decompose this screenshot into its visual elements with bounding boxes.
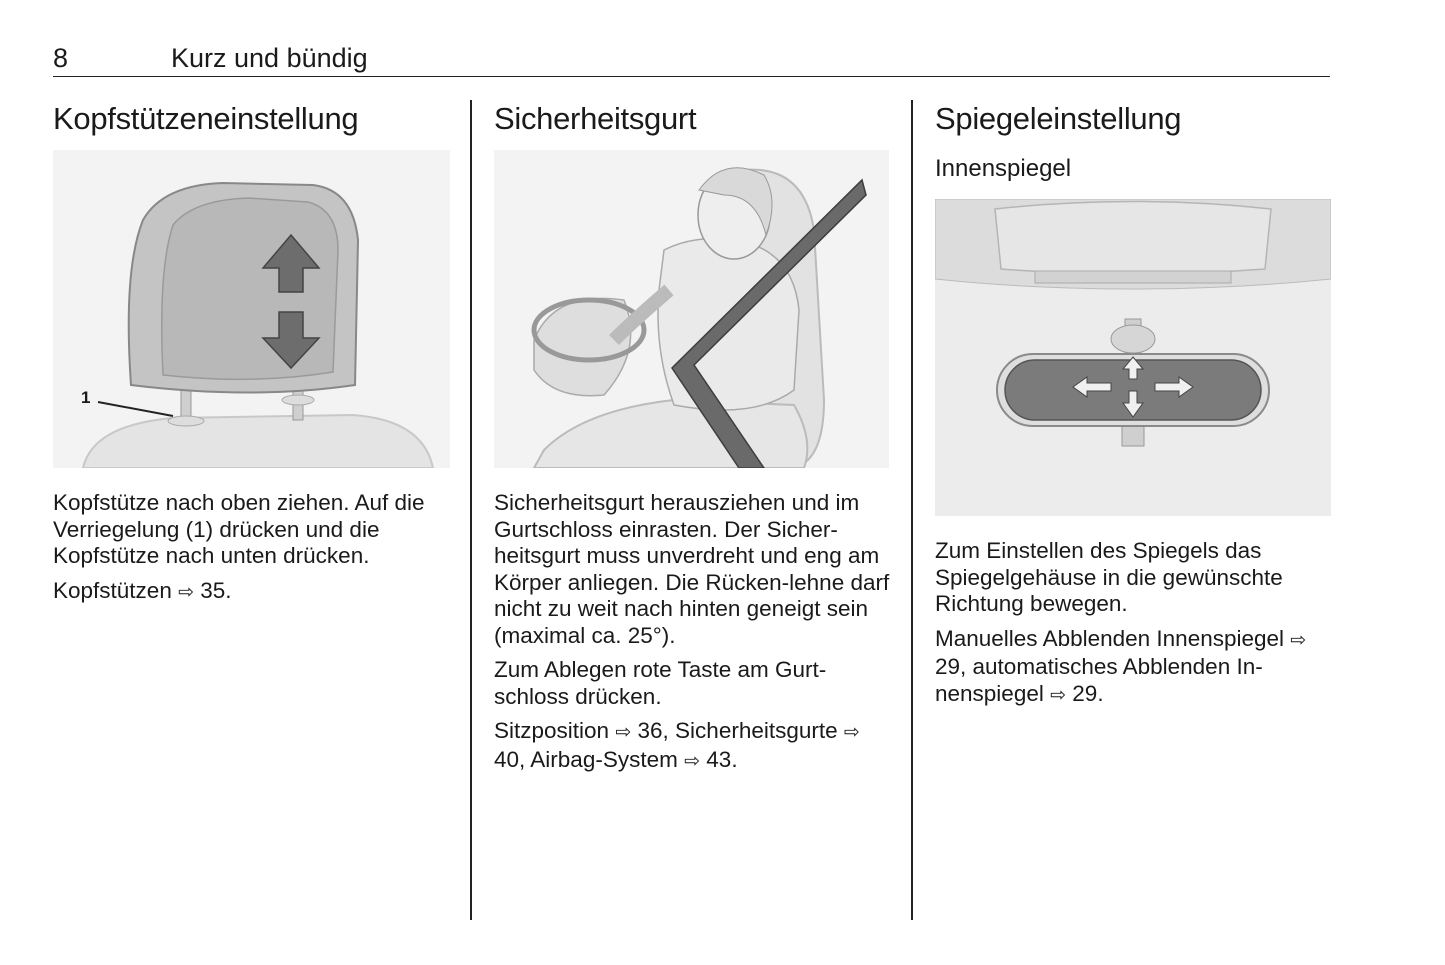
- mirror-paragraph-1: Zum Einstellen des Spiegels das Spiegelgehäuse in die gewünschte Richtung bewegen.: [935, 538, 1283, 616]
- headrest-reference: [53, 578, 453, 607]
- reference-page: 35.: [200, 577, 232, 603]
- mirror-references: Manuelles Abblenden Innenspiegel ⇨ 29, automatisches Abblenden In-nenspiegel ⇨ 29.: [935, 625, 1307, 706]
- mirror-text: [935, 538, 1335, 717]
- mirror-subtitle: Innenspiegel: [935, 155, 1072, 182]
- page-number: 8: [53, 43, 69, 73]
- arrow-reference-icon: ⇨: [1050, 684, 1067, 706]
- mirror-figure: [935, 199, 1331, 516]
- headrest-title: Kopfstützeneinstellung: [53, 101, 359, 136]
- page-header: [53, 40, 1330, 77]
- headrest-column: [53, 100, 451, 138]
- arrow-reference-icon: ⇨: [1290, 629, 1307, 651]
- column-divider-2: [911, 100, 913, 920]
- arrow-reference-icon: ⇨: [178, 581, 195, 603]
- mirror-title: Spiegeleinstellung: [935, 101, 1182, 136]
- seatbelt-paragraph-2: Zum Ablegen rote Taste am Gurt-schloss drücken.: [494, 657, 827, 709]
- mirror-column: [935, 100, 1333, 184]
- reference-text: Kopfstützen: [53, 577, 172, 603]
- seatbelt-references: Sitzposition ⇨ 36, Sicherheitsgurte ⇨ 40, Airbag-System ⇨ 43.: [494, 718, 860, 772]
- headrest-figure: [53, 150, 450, 468]
- figure-callout-label: 1: [81, 388, 91, 407]
- arrow-reference-icon: ⇨: [615, 722, 632, 743]
- seatbelt-figure: [494, 150, 889, 468]
- seatbelt-column: [494, 100, 892, 138]
- arrow-reference-icon: ⇨: [843, 722, 860, 743]
- seatbelt-text: [494, 490, 894, 783]
- arrow-reference-icon: ⇨: [684, 750, 701, 772]
- headrest-text: [53, 490, 453, 614]
- headrest-illustration: [53, 150, 450, 468]
- seatbelt-title: Sicherheitsgurt: [494, 101, 697, 136]
- seatbelt-paragraph-1: Sicherheitsgurt herausziehen und im Gurtschloss einrasten. Der Sicher-heitsgurt muss unverdreht und eng am Körper anliegen. Die Rücken-lehne darf nicht zu weit nach hinten geneigt sein (maximal ca. 25°).: [494, 490, 890, 648]
- section-title: Kurz und bündig: [171, 43, 368, 73]
- headrest-paragraph: Kopfstütze nach oben ziehen. Auf die Verriegelung (1) drücken und die Kopfstütze nach unten drücken.: [53, 490, 425, 568]
- mirror-illustration: [935, 199, 1331, 516]
- column-divider-1: [470, 100, 472, 920]
- seatbelt-illustration: [494, 150, 889, 468]
